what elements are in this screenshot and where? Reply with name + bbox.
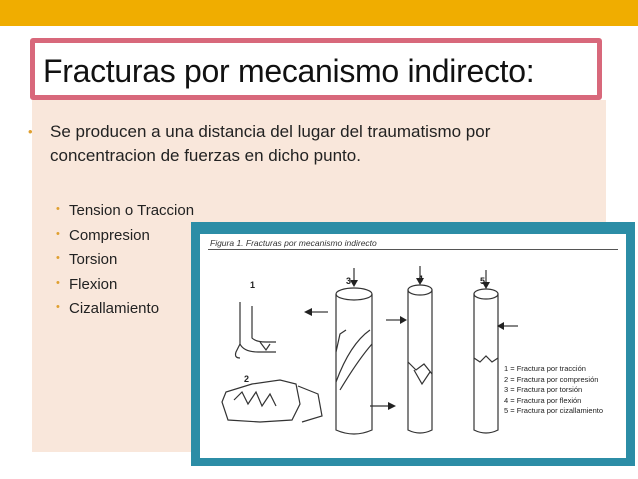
main-bullet-text: Se producen a una distancia del lugar del traumatismo por concentracion de fuerzas en dicho punto.	[50, 122, 491, 165]
fracture-illustration	[200, 234, 626, 458]
figure-image	[200, 234, 626, 458]
figure-number: 5	[480, 276, 486, 286]
figure-number: 2	[244, 374, 250, 384]
bullet-dot-icon: •	[56, 276, 60, 289]
legend-item: 2 = Fractura por compresión	[504, 374, 599, 384]
slide-title: Fracturas por mecanismo indirecto:	[43, 53, 535, 89]
figure-legend	[504, 364, 603, 417]
bullet-dot-icon: •	[56, 203, 60, 215]
main-bullet	[28, 120, 586, 168]
figure-number: 3	[346, 276, 352, 286]
figure-number: 1	[250, 280, 256, 290]
legend-item: 5 = Fractura por cizallamiento	[504, 406, 604, 415]
top-accent-bar	[0, 0, 638, 26]
bullet-dot-icon: •	[56, 252, 60, 264]
bullet-dot-icon: •	[56, 301, 60, 313]
title-box	[30, 38, 602, 100]
legend-item: 1 = Fractura por tracción	[504, 364, 586, 373]
figure-caption: Figura 1. Fracturas por mecanismo indirecto	[210, 238, 377, 248]
bullet-dot-icon: •	[56, 227, 60, 240]
legend-item: 4 = Fractura por flexión	[504, 395, 582, 405]
figure-number: 4	[418, 274, 424, 284]
legend-item: 3 = Fractura por torsión	[504, 385, 583, 394]
bullet-dot-icon: •	[28, 124, 33, 139]
